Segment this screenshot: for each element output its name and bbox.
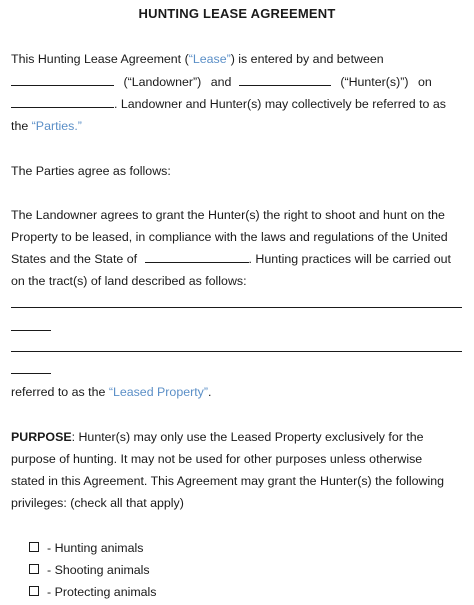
purpose-line-2: purpose of hunting. It may not be used for other purposes unless otherwise	[11, 452, 423, 466]
grant-line-1: The Landowner agrees to grant the Hunter(s) the right to shoot and hunt on the	[11, 208, 445, 222]
land-description-line-1[interactable]	[11, 307, 462, 308]
purpose-line-1: PURPOSE: Hunter(s) may only use the Leased Property exclusively for the	[11, 430, 424, 444]
hunter-name-blank[interactable]	[239, 74, 331, 86]
grant-line-3: States and the State of . Hunting practices will be carried out	[11, 252, 451, 266]
privilege-item-shooting: - Shooting animals	[29, 562, 150, 578]
agree-statement: The Parties agree as follows:	[11, 164, 171, 178]
purpose-line-3: stated in this Agreement. This Agreement may grant the Hunter(s) the following	[11, 474, 444, 488]
hunting-checkbox[interactable]	[29, 542, 39, 552]
state-blank[interactable]	[145, 251, 249, 263]
leased-property-term: “Leased Property”	[108, 385, 208, 399]
intro-line-3: . Landowner and Hunter(s) may collectively be referred to as	[11, 96, 446, 112]
purpose-heading: PURPOSE	[11, 430, 72, 444]
land-description-line-2[interactable]	[11, 330, 51, 331]
parties-term: “Parties.”	[31, 119, 82, 133]
grant-line-4: on the tract(s) of land described as follows:	[11, 274, 247, 288]
purpose-line-4: privileges: (check all that apply)	[11, 496, 184, 510]
privilege-item-protecting: - Protecting animals	[29, 584, 157, 600]
leased-property-line: referred to as the “Leased Property”.	[11, 385, 212, 399]
intro-line-4: the “Parties.”	[11, 119, 82, 133]
land-description-line-4[interactable]	[11, 373, 51, 374]
shooting-checkbox[interactable]	[29, 564, 39, 574]
intro-line-1: This Hunting Lease Agreement (“Lease”) is entered by and between	[11, 52, 384, 66]
document-title: HUNTING LEASE AGREEMENT	[138, 6, 336, 21]
privilege-item-hunting: - Hunting animals	[29, 540, 143, 556]
intro-line-2: (“Landowner”) and (“Hunter(s)”) on	[11, 74, 432, 90]
grant-line-2: Property to be leased, in compliance with the laws and regulations of the United	[11, 230, 448, 244]
protecting-checkbox[interactable]	[29, 586, 39, 596]
landowner-term: (“Landowner”)	[123, 75, 202, 89]
land-description-line-3[interactable]	[11, 351, 462, 352]
landowner-name-blank[interactable]	[11, 74, 114, 86]
lease-term: “Lease”	[188, 52, 231, 66]
hunters-term: (“Hunter(s)”)	[340, 75, 409, 89]
date-blank[interactable]	[11, 96, 114, 108]
